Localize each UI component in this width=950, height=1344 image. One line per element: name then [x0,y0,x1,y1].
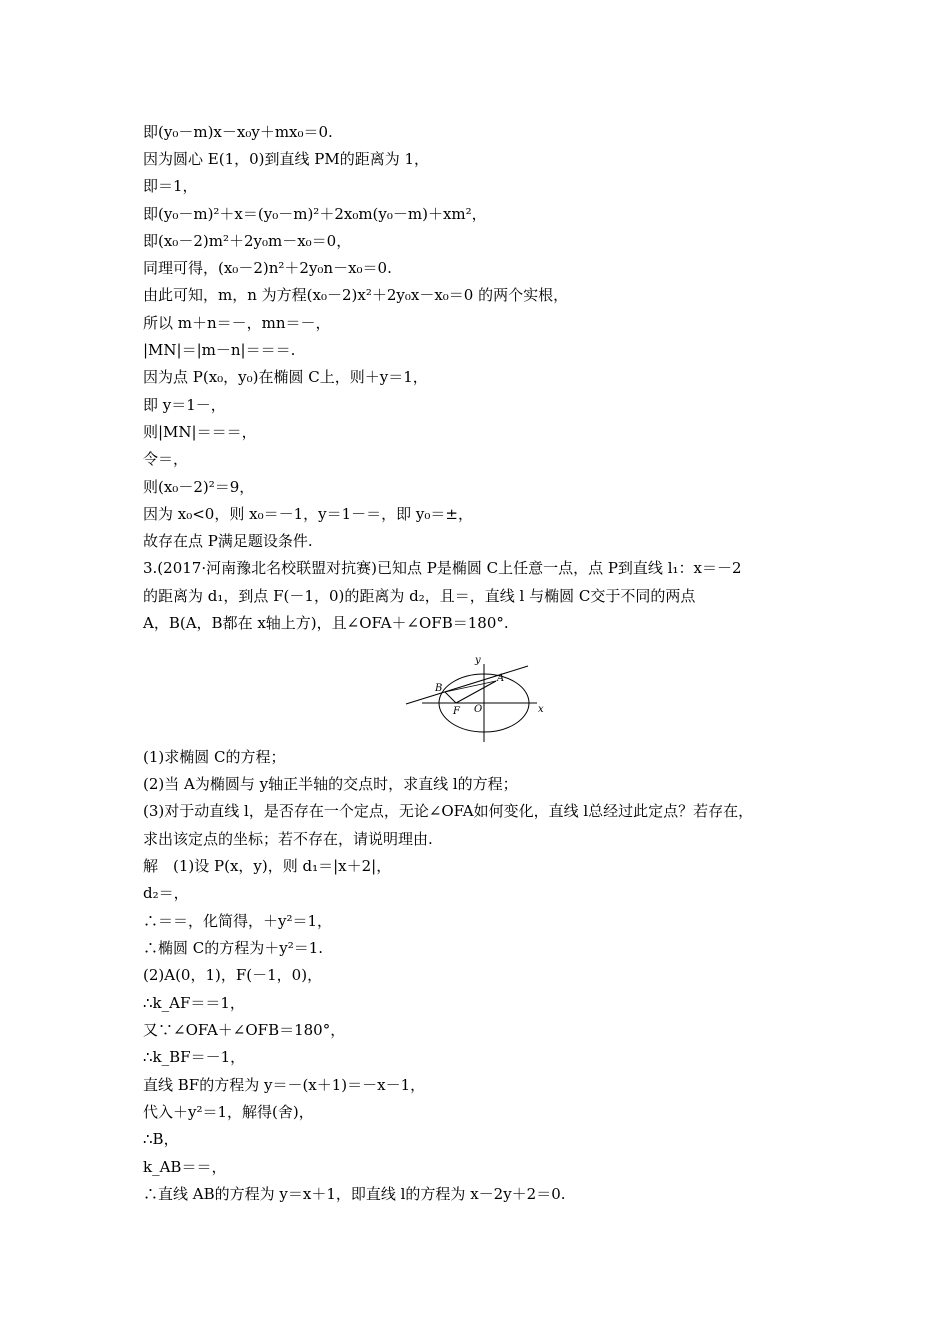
text-line: 故存在点 P满足题设条件. [143,532,313,550]
text-line: 因为圆心 E(1，0)到直线 PM的距离为 1， [143,150,430,168]
problem-line: 的距离为 d₁，到点 F(－1，0)的距离为 d₂，且＝，直线 l 与椭圆 C交于不同的两点 [143,587,696,605]
text-line: 因为点 P(x₀，y₀)在椭圆 C上，则＋y＝1， [143,368,428,386]
text-line: 由此可知，m，n 为方程(x₀－2)x²＋2y₀x－x₀＝0 的两个实根， [143,286,569,304]
problem-line: A，B(A，B都在 x轴上方)，且∠OFA＋∠OFB＝180°. [143,614,509,632]
label-x: x [538,704,544,715]
label-f: F [453,706,460,717]
segment-fa [456,681,496,703]
text-line: (1)求椭圆 C的方程； [143,748,286,766]
text-line: 即 y＝1－， [143,396,226,414]
label-b: B [435,683,443,694]
text-line: (2)当 A为椭圆与 y轴正半轴的交点时，求直线 l的方程； [143,775,518,793]
solution-line: ∴k_AF＝＝1， [143,994,245,1012]
solution-line: k_AB＝＝， [143,1158,227,1176]
solution-line: 直线 BF的方程为 y＝－(x＋1)＝－x－1， [143,1076,426,1094]
problem-line: 3.(2017·河南豫北名校联盟对抗赛)已知点 P是椭圆 C上任意一点，点 P到直线 l₁：x＝－2 [143,559,742,577]
text-line: 求出该定点的坐标；若不存在，请说明理由. [143,830,433,848]
label-y: y [475,655,481,666]
solution-line: 代入＋y²＝1，解得(舍)， [143,1103,314,1121]
text-line: 因为 x₀<0，则 x₀＝－1，y＝1－＝，即 y₀＝±， [143,505,473,523]
solution-line: ∴＝＝，化简得，＋y²＝1， [143,912,333,930]
ellipse-figure [400,654,550,744]
label-a: A [497,673,505,684]
text-line: 即(y₀－m)²＋x＝(y₀－m)²＋2x₀m(y₀－m)＋xm²， [143,205,487,223]
segment-fb [445,692,456,703]
text-line: 则|MN|＝＝＝， [143,423,257,441]
label-o: O [474,704,483,715]
solution-line: d₂＝， [143,884,189,902]
solution-line: ∴k_BF＝－1， [143,1048,246,1066]
line-l [406,666,528,704]
text-line: 即(y₀－m)x－x₀y＋mx₀＝0. [143,123,333,141]
solution-line: ∴B， [143,1130,179,1148]
solution-line: (2)A(0，1)，F(－1，0)， [143,966,323,984]
solution-line: 解 (1)设 P(x，y)，则 d₁＝|x＋2|， [143,857,392,875]
text-line: 即＝1， [143,177,198,195]
text-line: |MN|＝|m－n|＝＝＝. [143,341,296,359]
text-line: 即(x₀－2)m²＋2y₀m－x₀＝0， [143,232,352,250]
text-line: 所以 m＋n＝－，mn＝－， [143,314,331,332]
solution-line: 又∵∠OFA＋∠OFB＝180°， [143,1021,346,1039]
solution-line: ∴椭圆 C的方程为＋y²＝1. [143,939,324,957]
text-line: (3)对于动直线 l，是否存在一个定点，无论∠OFA如何变化，直线 l总经过此定点？若存在， [143,802,754,820]
text-line: 则(x₀－2)²＝9， [143,478,255,496]
text-line: 同理可得，(x₀－2)n²＋2y₀n－x₀＝0. [143,259,392,277]
solution-line: ∴直线 AB的方程为 y＝x＋1，即直线 l的方程为 x－2y＋2＝0. [143,1185,566,1203]
text-line: 令＝， [143,450,189,468]
